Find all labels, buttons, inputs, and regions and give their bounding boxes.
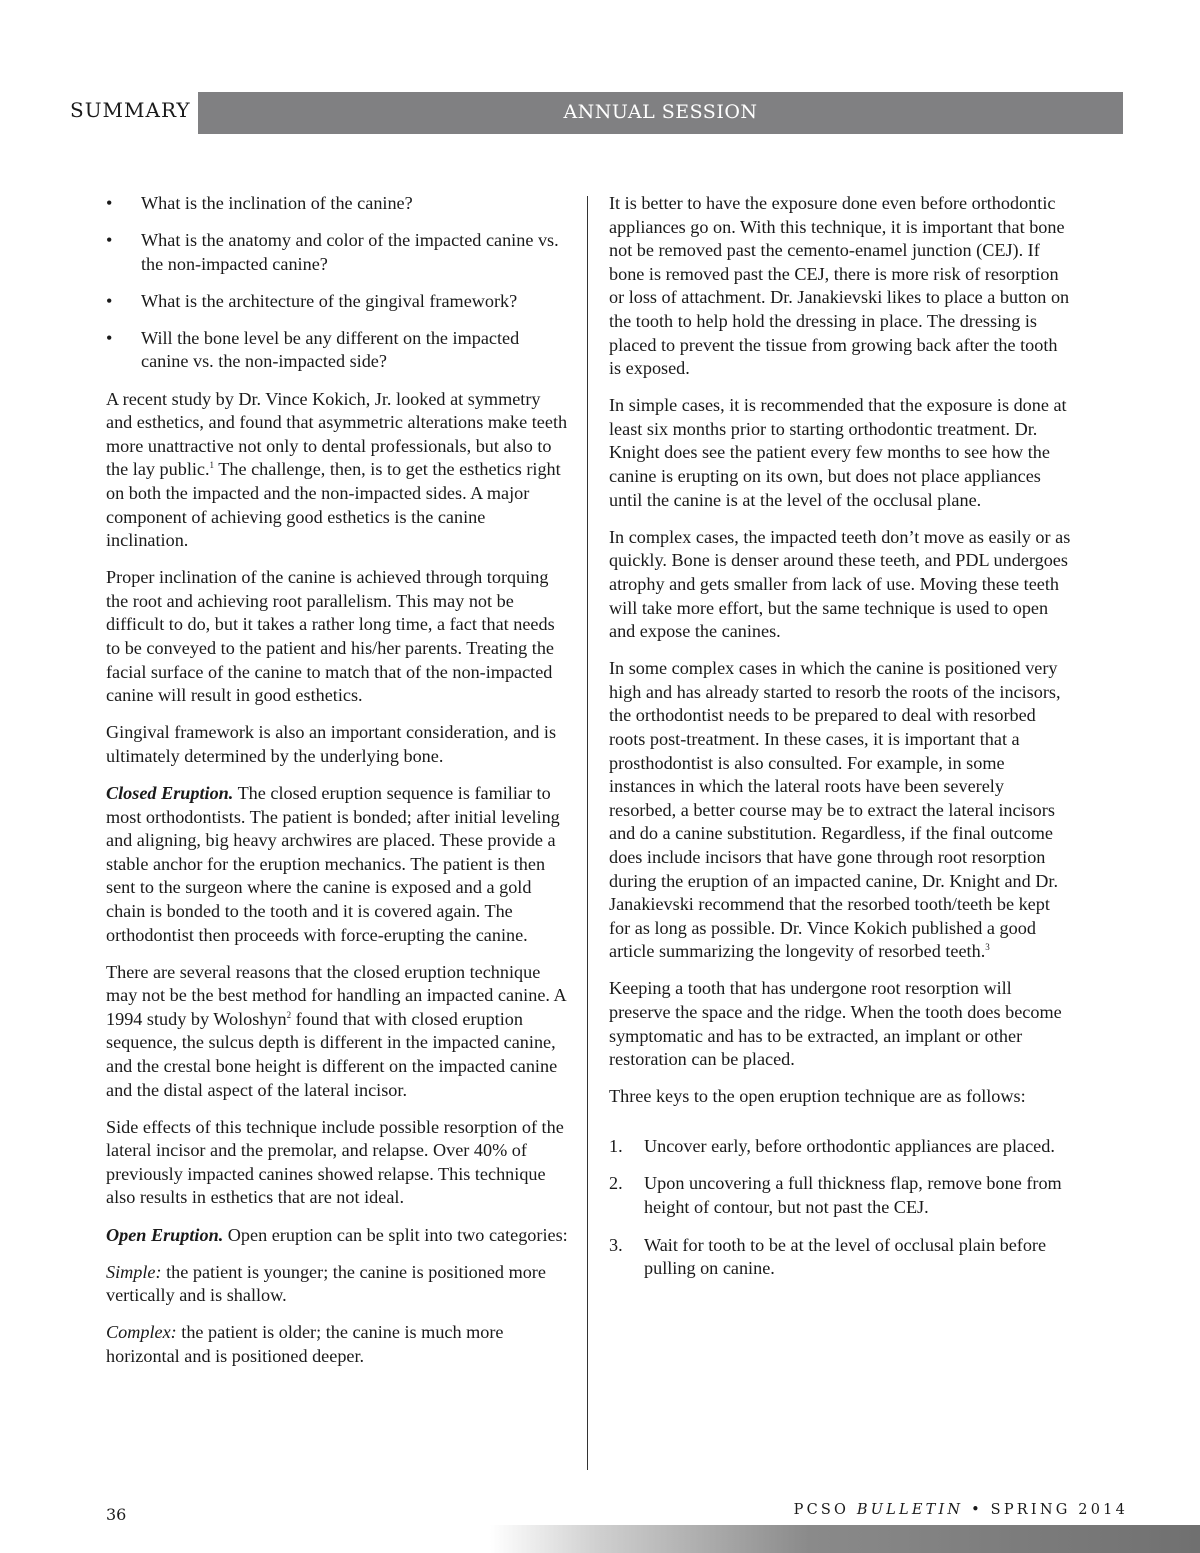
page-number: 36 xyxy=(106,1505,127,1524)
paragraph: Closed Eruption. The closed eruption sequence is familiar to most orthodontists. The patient is bonded; after initial leveling and aligning, big heavy archwires are placed. These provide a stable anchor for the eruption mechanics. The patient is then sent to the surgeon where the canine is exposed and a gold chain is bonded to the tooth and it is covered again. The orthodontist then proceeds with force-erupting the canine. xyxy=(106,782,560,945)
paragraph: In complex cases, the impacted teeth don’t move as easily or as quickly. Bone is denser around these teeth, and PDL undergoes atrophy and gets smaller from lack of use. Moving these teeth will take more effort, but the same technique is used to open and expose the canines. xyxy=(609,526,1071,642)
bullet-icon: • xyxy=(106,230,113,251)
citation-ref: 3 xyxy=(985,942,990,953)
citation-ref: 2 xyxy=(286,1009,292,1020)
list-item: 2. Upon uncovering a full thickness flap, remove bone from height of contour, but not past the CEJ. xyxy=(609,1173,1062,1218)
list-item: • What is the anatomy and color of the impacted canine vs. the non-impacted canine? xyxy=(106,230,559,274)
left-column xyxy=(106,192,568,1382)
bullet-icon: • xyxy=(106,327,113,348)
footer-band xyxy=(490,1525,1200,1553)
list-number: 2. xyxy=(609,1173,623,1194)
list-number: 1. xyxy=(609,1135,623,1156)
list-number: 3. xyxy=(609,1234,623,1255)
paragraph: Side effects of this technique include possible resorption of the lateral incisor and the premolar, and relapse. Over 40% of previously impacted canines showed relapse. This technique also results in esthetics that are not ideal. xyxy=(106,1116,564,1208)
list-item: 1. Uncover early, before orthodontic appliances are placed. xyxy=(609,1135,1071,1159)
bullet-icon: • xyxy=(106,290,113,311)
question-list xyxy=(106,192,568,374)
run-in-label: Simple: xyxy=(106,1261,162,1282)
paragraph: Complex: the patient is older; the canine is much more horizontal and is positioned deeper. xyxy=(106,1322,504,1366)
paragraph: Keeping a tooth that has undergone root resorption will preserve the space and the ridge. When the tooth does become symptomatic and has to be extracted, an implant or other restoration can be placed. xyxy=(609,978,1062,1070)
paragraph: A recent study by Dr. Vince Kokich, Jr. looked at symmetry and esthetics, and found that asymmetric alterations make teeth more unattractive not only to dental professionals, but also to the lay public.$^1$ The challenge, then, is to get the esthetics right on both the impacted and the non-impacted sides. A major component of achieving good esthetics is the canine inclination. xyxy=(106,388,568,551)
paragraph: In simple cases, it is recommended that the exposure is done at least six months prior to starting orthodontic treatment. Dr. Knight does see the patient every few months to see how the canine is erupting on its own, but does not place appliances until the canine is at the level of the occlusal plane. xyxy=(609,395,1067,510)
right-column xyxy=(609,192,1071,1295)
list-item: • What is the inclination of the canine? xyxy=(106,192,568,216)
column-divider xyxy=(587,196,588,1470)
run-in-heading: Closed Eruption. xyxy=(106,782,234,803)
section-label: SUMMARY xyxy=(70,98,191,122)
paragraph: In some complex cases in which the canine is positioned very high and has already started to resorb the roots of the incisors, the orthodontist needs to be prepared to deal with resorbed roots post-treatment. In these cases, it is important that a prosthodontist is also consulted. For example, in some instances in which the lateral roots have been severely resorbed, a better course may be to extract the lateral incisors and do a canine substitution. Regardless, if the final outcome does include incisors that have gone through root resorption during the eruption of an impacted canine, Dr. Knight and Dr. Janakievski recommend that the resorbed tooth/teeth be kept for as long as possible. Dr. Vince Kokich published a good article summarizing the longevity of resorbed teeth.$^3$ xyxy=(609,658,1061,962)
paragraph: Gingival framework is also an important consideration, and is ultimately determined by the underlying bone. xyxy=(106,722,557,766)
citation-ref: 1 xyxy=(209,460,215,471)
keys-list xyxy=(609,1135,1071,1281)
paragraph: Open Eruption. Open eruption can be split into two categories: xyxy=(106,1224,568,1245)
paragraph: Three keys to the open eruption technique are as follows: xyxy=(609,1086,1026,1107)
paragraph: It is better to have the exposure done even before orthodontic appliances go on. With this technique, it is important that bone not be removed past the cemento-enamel junction (CEJ). If bone is removed past the CEJ, there is more risk of resorption or loss of attachment. Dr. Janakievski likes to place a button on the tooth to help hold the dressing in place. The dressing is placed to prevent the tissue from growing back after the tooth is exposed. xyxy=(609,193,1070,379)
list-item: • What is the architecture of the gingival framework? xyxy=(106,290,568,314)
paragraph: There are several reasons that the closed eruption technique may not be the best method for handling an impacted canine. A 1994 study by Woloshyn$^2$ found that with closed eruption sequence, the sulcus depth is different in the impacted canine, and the crestal bone height is different on the impacted canine and the distal aspect of the lateral incisor. xyxy=(106,961,566,1100)
publication-info: PCSO BULLETIN • SPRING 2014 xyxy=(793,1502,1128,1518)
paragraph: Simple: the patient is younger; the canine is positioned more vertically and is shallow. xyxy=(106,1261,546,1306)
list-item: • Will the bone level be any different on the impacted canine vs. the non-impacted side? xyxy=(106,327,520,372)
header-bar-title: ANNUAL SESSION xyxy=(563,101,758,123)
header-bar xyxy=(198,92,1123,134)
bullet-icon: • xyxy=(106,193,113,213)
run-in-heading: Open Eruption. xyxy=(106,1224,224,1245)
run-in-label: Complex: xyxy=(106,1322,177,1343)
paragraph: Proper inclination of the canine is achieved through torquing the root and achieving root parallelism. This may not be difficult to do, but it takes a rather long time, a fact that needs to be conveyed to the patient and his/her parents. Treating the facial surface of the canine to match that of the non-impacted canine will result in good esthetics. xyxy=(106,567,555,706)
publication-name: BULLETIN xyxy=(856,1502,964,1518)
list-item: 3. Wait for tooth to be at the level of occlusal plain before pulling on canine. xyxy=(609,1234,1047,1279)
